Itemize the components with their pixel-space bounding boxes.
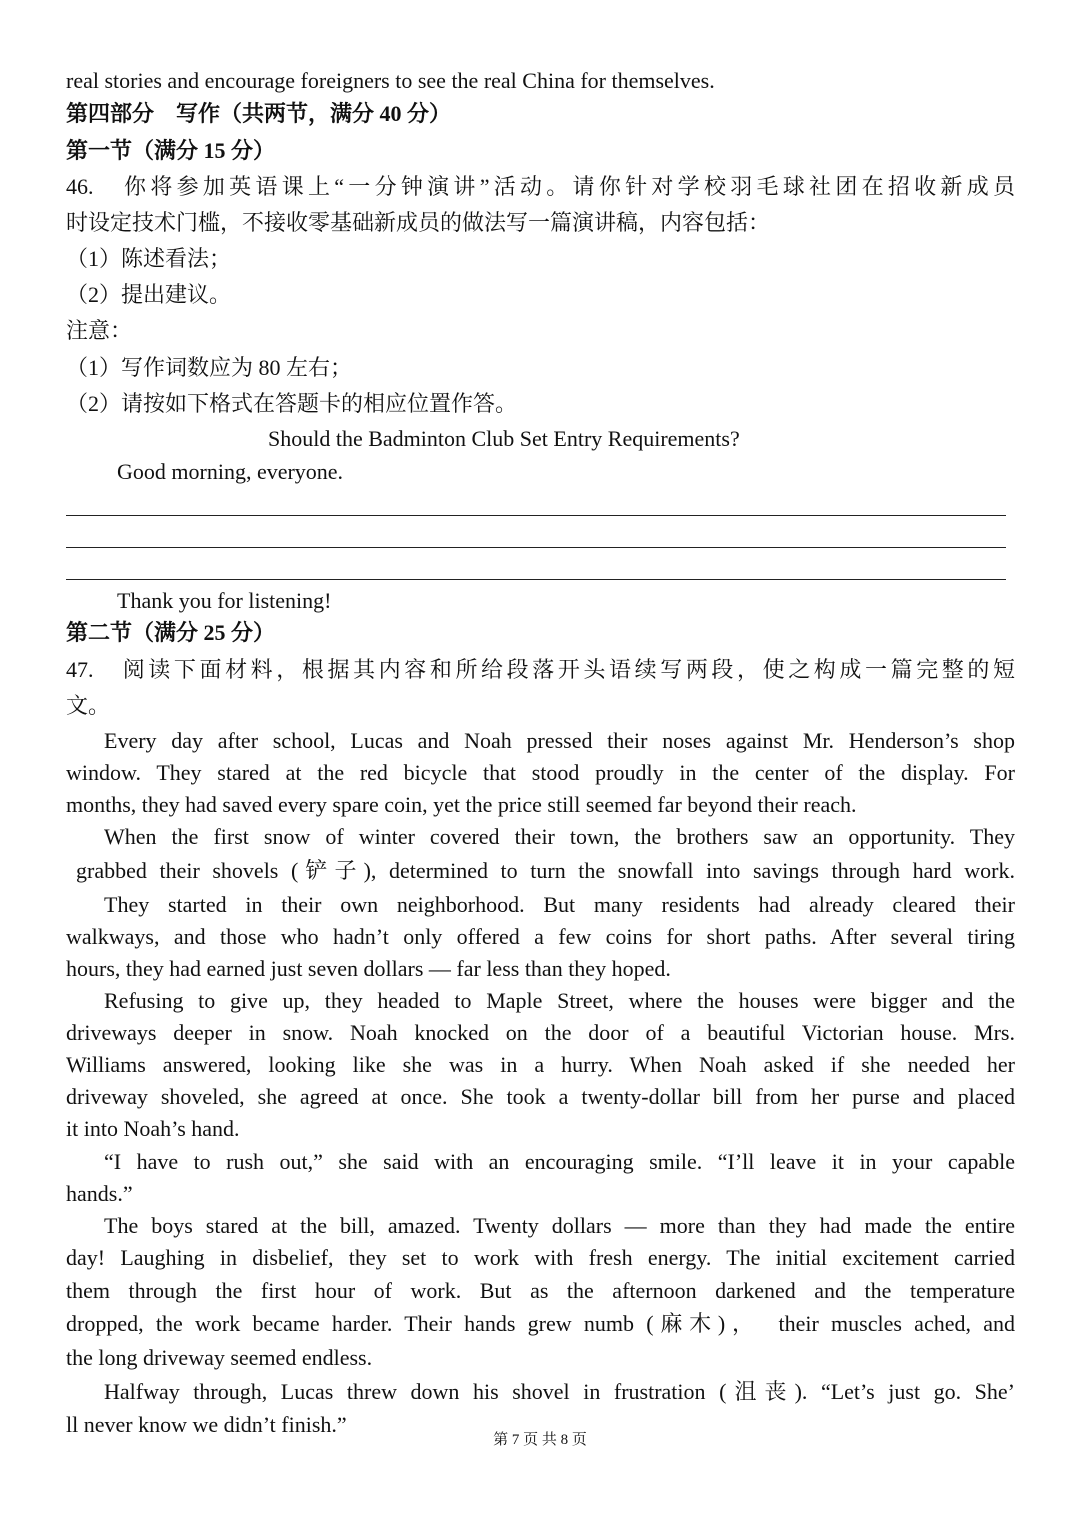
- story-line-14: “I have to rush out,” she said with an encouraging smile. “I’ll leave it in your capable: [104, 1149, 1015, 1174]
- story-line-8: hours, they had earned just seven dollars — far less than they hoped.: [66, 956, 671, 981]
- story-line-5: grabbed their shovels (铲子), determined to turn the snowfall into savings through hard work.: [76, 858, 1015, 883]
- story-line-9: Refusing to give up, they headed to Maple Street, where the houses were bigger and the: [104, 988, 1015, 1013]
- story-line-15: hands.”: [66, 1181, 133, 1206]
- content-item-1: （1）陈述看法；: [66, 246, 232, 271]
- note-item-1: （1）写作词数应为 80 左右；: [66, 355, 353, 380]
- story-line-11: Williams answered, looking like she was in a hurry. When Noah asked if she needed her: [66, 1052, 1015, 1077]
- question-46-line-2: 时设定技术门槛，不接收零基础新成员的做法写一篇演讲稿，内容包括：: [66, 210, 771, 235]
- story-line-12: driveway shoveled, she agreed at once. She took a twenty-dollar bill from her purse and placed: [66, 1084, 1015, 1109]
- story-line-3: months, they had saved every spare coin, yet the price still seemed far beyond their reach.: [66, 792, 857, 817]
- story-line-20: the long driveway seemed endless.: [66, 1345, 373, 1370]
- essay-closing: Thank you for listening!: [117, 588, 332, 613]
- question-47-line-2: 文。: [66, 693, 111, 718]
- page-footer: 第 7 页 共 8 页: [493, 1432, 587, 1448]
- story-line-13: it into Noah’s hand.: [66, 1116, 240, 1141]
- story-line-16: The boys stared at the bill, amazed. Twenty dollars — more than they had made the entire: [104, 1213, 1015, 1238]
- notes-label: 注意：: [66, 318, 133, 343]
- essay-opening: Good morning, everyone.: [117, 459, 344, 484]
- story-line-19: dropped, the work became harder. Their hands grew numb (麻木)， their muscles ached, and: [66, 1311, 1015, 1336]
- story-line-1: Every day after school, Lucas and Noah pressed their noses against Mr. Henderson’s shop: [104, 728, 1015, 753]
- section-one-heading: 第一节（满分 15 分）: [66, 138, 276, 163]
- essay-title: Should the Badminton Club Set Entry Requirements?: [268, 426, 740, 451]
- answer-line-3: [66, 579, 1006, 580]
- story-line-2: window. They stared at the red bicycle that stood proudly in the center of the display. For: [66, 760, 1015, 785]
- story-line-4: When the first snow of winter covered their town, the brothers saw an opportunity. They: [104, 824, 1015, 849]
- question-47-line-1: 47. 阅读下面材料，根据其内容和所给段落开头语续写两段，使之构成一篇完整的短: [66, 657, 1015, 682]
- story-line-6: They started in their own neighborhood. But many residents had already cleared their: [104, 892, 1015, 917]
- answer-line-2: [66, 547, 1006, 548]
- answer-line-1: [66, 515, 1006, 516]
- story-line-7: walkways, and those who hadn’t only offered a few coins for short paths. After several tiring: [66, 924, 1015, 949]
- story-line-10: driveways deeper in snow. Noah knocked on the door of a beautiful Victorian house. Mrs.: [66, 1020, 1015, 1045]
- story-line-17: day! Laughing in disbelief, they set to work with fresh energy. The initial excitement carried: [66, 1245, 1015, 1270]
- question-46-line-1: 46. 你将参加英语课上“一分钟演讲”活动。请你针对学校羽毛球社团在招收新成员: [66, 174, 1015, 199]
- story-line-18: them through the first hour of work. But as the afternoon darkened and the temperature: [66, 1278, 1015, 1303]
- note-item-2: （2）请按如下格式在答题卡的相应位置作答。: [66, 391, 518, 416]
- part-four-heading: 第四部分 写作（共两节，满分 40 分）: [66, 101, 452, 126]
- line-01: real stories and encourage foreigners to see the real China for themselves.: [66, 68, 715, 93]
- content-item-2: （2）提出建议。: [66, 282, 232, 307]
- section-two-heading: 第二节（满分 25 分）: [66, 620, 276, 645]
- story-line-21: Halfway through, Lucas threw down his shovel in frustration (沮丧). “Let’s just go. She’: [104, 1379, 1015, 1404]
- story-line-22: ll never know we didn’t finish.”: [66, 1412, 347, 1437]
